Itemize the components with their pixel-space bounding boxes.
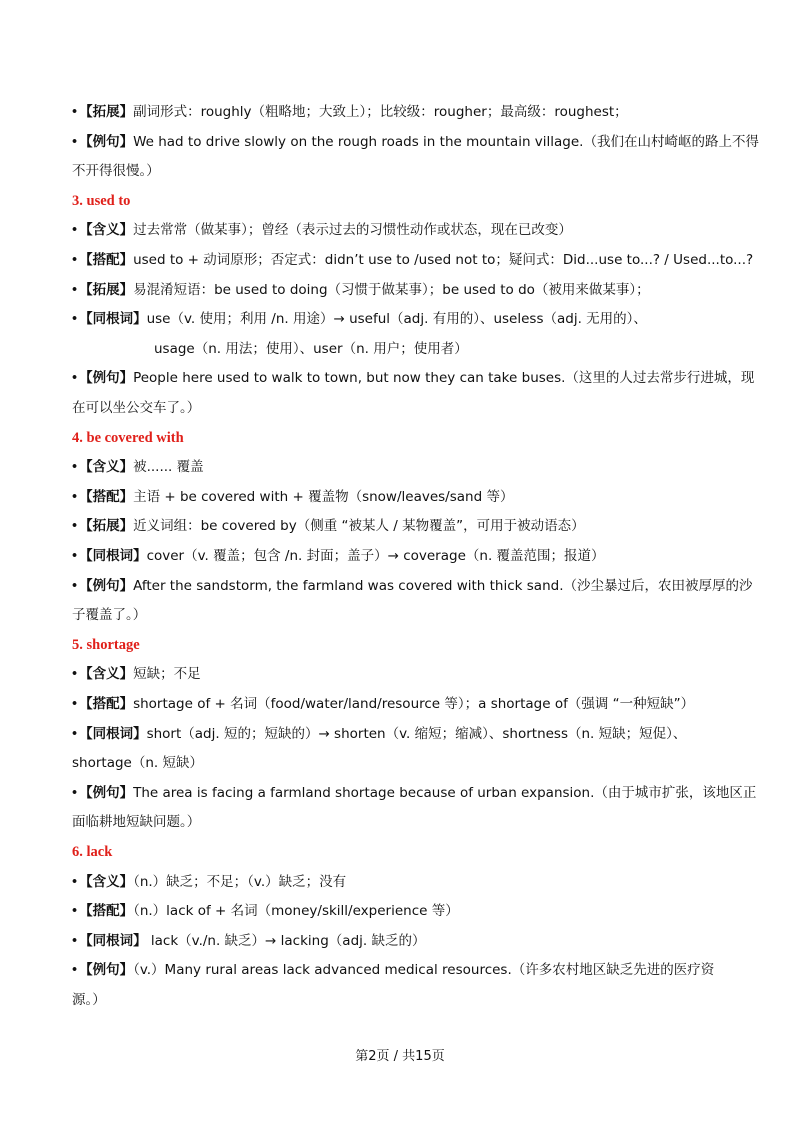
item-tag: 【拓展】 (79, 104, 134, 120)
item-tag: 【例句】 (79, 370, 134, 387)
bullet-icon: • (72, 370, 78, 387)
item-text: usage（n. 用法；使用）、user（n. 用户；使用者） (154, 340, 468, 357)
bullet-icon: • (72, 548, 78, 564)
item-text: We had to drive slowly on the rough roads in the mountain village.（我们在山村崎岖的路上不得 (133, 133, 759, 150)
bullet-icon: • (72, 962, 78, 979)
item-text: The area is facing a farmland shortage because of urban expansion.（由于城市扩张，该地区正 (133, 784, 757, 801)
item-text: shortage of + 名词（food/water/land/resource 等）；a shortage of（强调 “一种短缺”） (133, 696, 695, 712)
item-tag: 【同根词】 (79, 311, 147, 328)
item-tag: 【含义】 (79, 459, 134, 476)
item-text: use（v. 使用；利用 /n. 用途）→ useful（adj. 有用的）、useless（adj. 无用的）、 (146, 311, 647, 328)
list-item (72, 872, 732, 892)
item-tag: 【含义】 (79, 222, 134, 239)
list-item (72, 931, 732, 951)
item-text: 不开得很慢。） (72, 163, 160, 180)
item-text: （n.）缺乏；不足；（v.）缺乏；没有 (133, 873, 347, 890)
section-heading-text: 3. used to (72, 192, 131, 209)
item-text: 子覆盖了。） (72, 607, 147, 624)
bullet-icon: • (72, 725, 78, 742)
section-heading (72, 191, 732, 211)
list-item (72, 783, 757, 803)
item-text: short（adj. 短的；短缺的）→ shorten（v. 缩短；缩减）、shortness（n. 短缺；短促）、 (146, 725, 687, 742)
continuation-line (154, 339, 800, 359)
list-item (72, 368, 755, 388)
item-tag: 【同根词】 (79, 548, 147, 564)
item-text: 短缺；不足 (133, 666, 201, 683)
item-text: cover（v. 覆盖；包含 /n. 封面；盖子）→ coverage（n. 覆盖范围；报道） (146, 548, 605, 564)
section-heading-text: 4. be covered with (72, 429, 184, 446)
list-item (72, 487, 732, 507)
item-text: 面临耕地短缺问题。） (72, 814, 201, 831)
item-tag: 【搭配】 (79, 903, 134, 920)
section-heading-text: 5. shortage (72, 636, 140, 653)
list-item (72, 901, 732, 921)
item-tag: 【含义】 (79, 873, 134, 890)
list-item (72, 309, 732, 329)
page-footer: 第2页 / 共15页 (355, 1049, 445, 1064)
bullet-icon: • (72, 222, 78, 239)
bullet-icon: • (72, 696, 78, 712)
bullet-icon: • (72, 903, 78, 920)
item-text: used to + 动词原形；否定式：didn’t use to /used not to；疑问式：Did...use to...? / Used...to...? (133, 252, 754, 268)
bullet-icon: • (72, 281, 78, 298)
section-heading-text: 6. lack (72, 844, 113, 860)
bullet-icon: • (72, 133, 78, 150)
item-text: 被...... 覆盖 (133, 459, 204, 476)
bullet-icon: • (72, 104, 78, 120)
bullet-icon: • (72, 459, 78, 476)
item-text: lack（v./n. 缺乏）→ lacking（adj. 缺乏的） (146, 932, 426, 949)
continuation-line (72, 753, 732, 773)
list-item (72, 664, 732, 684)
item-tag: 【例句】 (79, 133, 134, 150)
bullet-icon: • (72, 488, 78, 505)
item-text: （n.）lack of + 名词（money/skill/experience 等） (133, 903, 459, 920)
section-heading (72, 842, 732, 862)
continuation-line (72, 605, 732, 625)
list-item (72, 724, 732, 744)
list-item (72, 132, 759, 152)
continuation-line (72, 398, 732, 418)
item-tag: 【拓展】 (79, 518, 134, 535)
bullet-icon: • (72, 784, 78, 801)
item-tag: 【例句】 (79, 577, 134, 594)
item-text: 源。） (72, 992, 106, 1008)
item-text: （v.）Many rural areas lack advanced medical resources.（许多农村地区缺乏先进的医疗资 (133, 962, 715, 979)
item-text: 副词形式：roughly（粗略地；大致上）；比较级：rougher；最高级：roughest； (133, 104, 628, 120)
item-text: shortage（n. 短缺） (72, 755, 203, 772)
item-text: After the sandstorm, the farmland was covered with thick sand.（沙尘暴过后，农田被厚厚的沙 (133, 577, 753, 594)
item-text: 近义词组：be covered by（侧重 “被某人 / 某物覆盖”，可用于被动语态） (133, 518, 585, 535)
bullet-icon: • (72, 311, 78, 328)
bullet-icon: • (72, 252, 78, 268)
item-tag: 【搭配】 (79, 488, 134, 505)
continuation-line (72, 812, 732, 832)
list-item (72, 694, 732, 714)
section-heading (72, 428, 732, 448)
item-text: 易混淆短语：be used to doing（习惯于做某事）；be used to do（被用来做某事）； (133, 281, 650, 298)
item-text: 在可以坐公交车了。） (72, 400, 201, 416)
section-heading (72, 635, 732, 655)
item-tag: 【同根词】 (79, 725, 147, 742)
list-item (72, 576, 753, 596)
item-tag: 【同根词】 (79, 932, 147, 949)
item-tag: 【例句】 (79, 784, 134, 801)
bullet-icon: • (72, 577, 78, 594)
bullet-icon: • (72, 518, 78, 535)
item-text: 过去常常（做某事）；曾经（表示过去的习惯性动作或状态，现在已改变） (133, 222, 572, 239)
item-text: People here used to walk to town, but now they can take buses.（这里的人过去常步行进城，现 (133, 370, 755, 387)
list-item (72, 220, 732, 240)
continuation-line (72, 990, 732, 1010)
list-item (72, 102, 732, 122)
item-tag: 【例句】 (79, 962, 134, 979)
list-item (72, 516, 732, 536)
item-text: 主语 + be covered with + 覆盖物（snow/leaves/sand 等） (133, 488, 514, 505)
continuation-line (72, 161, 732, 181)
list-item (72, 546, 732, 566)
list-item (72, 457, 732, 477)
item-tag: 【搭配】 (79, 696, 134, 712)
bullet-icon: • (72, 666, 78, 683)
bullet-icon: • (72, 873, 78, 890)
item-tag: 【搭配】 (79, 252, 134, 268)
item-tag: 【含义】 (79, 666, 134, 683)
bullet-icon: • (72, 932, 78, 949)
item-tag: 【拓展】 (79, 281, 134, 298)
list-item (72, 960, 732, 980)
list-item (72, 250, 754, 270)
list-item (72, 280, 732, 300)
